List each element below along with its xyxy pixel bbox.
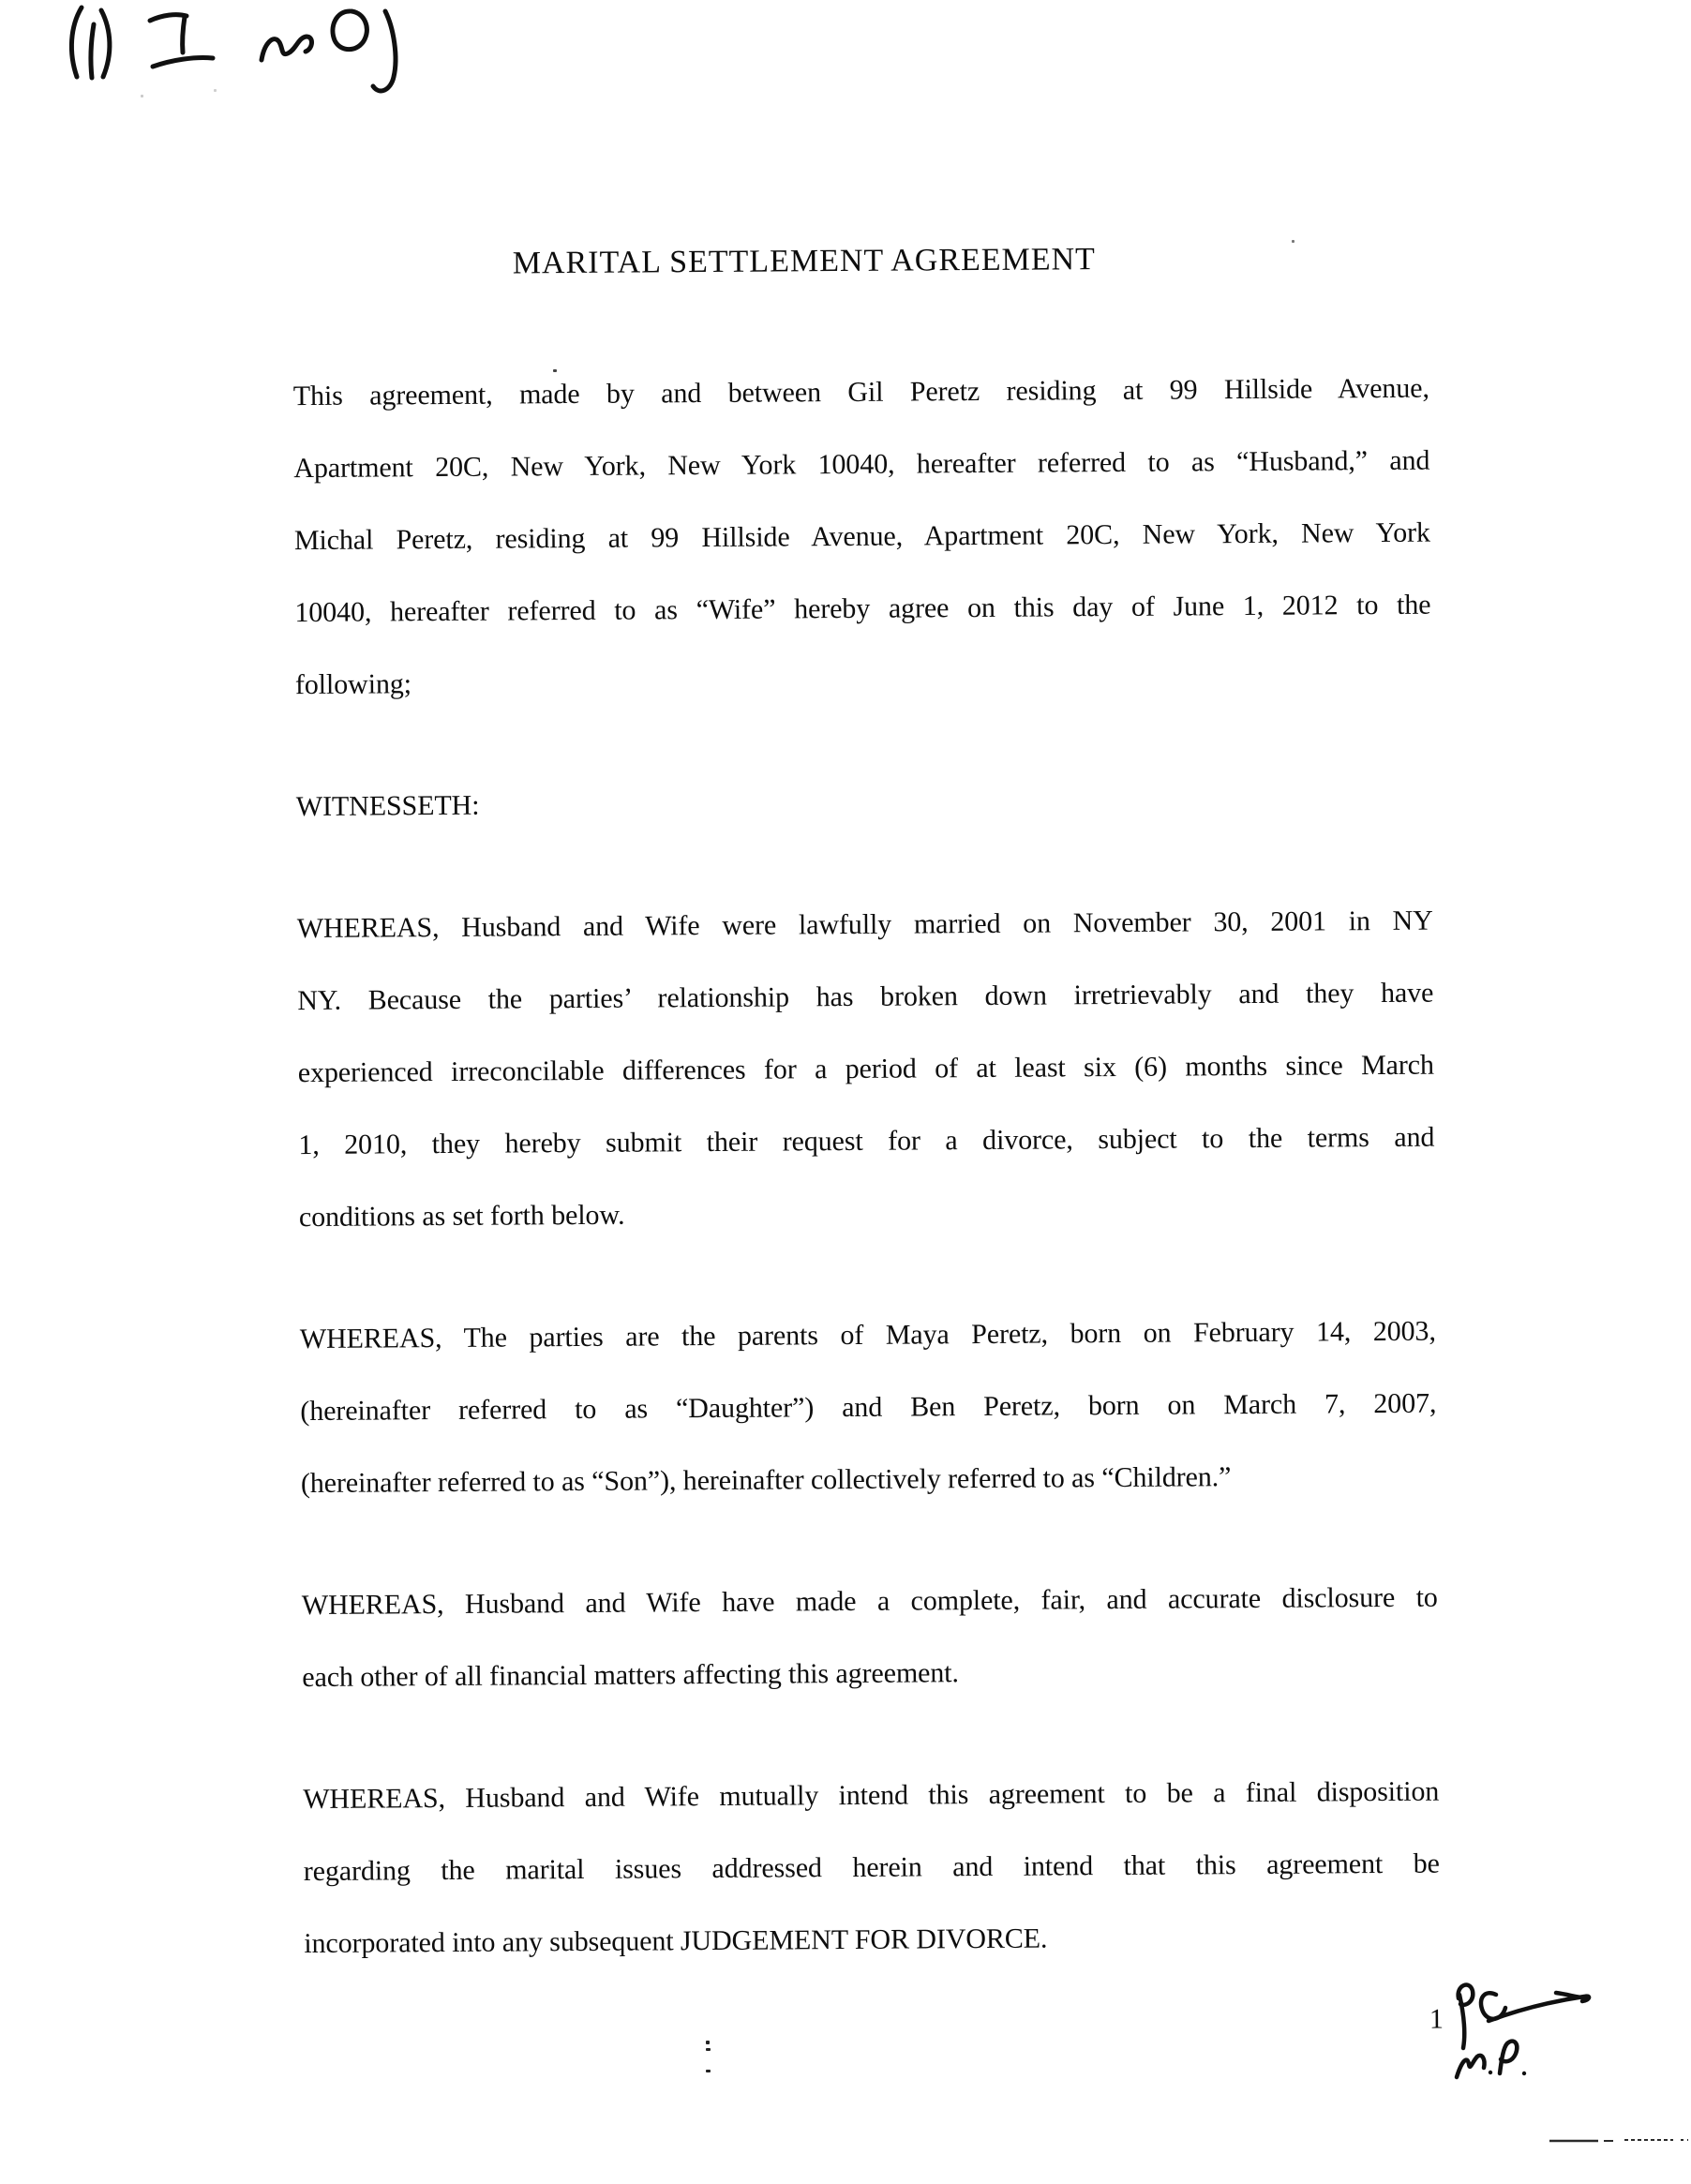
handwritten-initials bbox=[1444, 1967, 1603, 2098]
text-line: Michal Peretz, residing at 99 Hillside Avenue, Apartment 20C, New York, New York bbox=[293, 516, 1430, 557]
text-line: WHEREAS, Husband and Wife have made a complete, fair, and accurate disclosure to bbox=[301, 1581, 1438, 1622]
text-line: This agreement, made by and between Gil Peretz residing at 99 Hillside Avenue, bbox=[292, 372, 1429, 412]
paragraph-intro bbox=[293, 352, 1432, 721]
text-line: incorporated into any subsequent JUDGEMENT FOR DIVORCE. bbox=[304, 1922, 1048, 1960]
text-line: following; bbox=[294, 668, 412, 701]
text-line: WHEREAS, The parties are the parents of Maya Peretz, born on February 14, 2003, bbox=[299, 1315, 1436, 1355]
text-line: each other of all financial matters affecting this agreement. bbox=[302, 1657, 959, 1694]
heading-text: WITNESSETH: bbox=[295, 789, 480, 823]
document-body bbox=[293, 352, 1441, 2029]
paragraph-whereas-disclosure bbox=[302, 1562, 1439, 1713]
text-line: regarding the marital issues addressed herein and intend that this agreement be bbox=[303, 1847, 1440, 1888]
page-number: 1 bbox=[1429, 2003, 1444, 2035]
text-line: WHEREAS, Husband and Wife mutually intend this agreement to be a final disposition bbox=[303, 1775, 1440, 1816]
text-line: experienced irreconcilable differences for a period of at least six (6) months since March bbox=[297, 1049, 1434, 1089]
text-line: (hereinafter referred to as “Daughter”) and Ben Peretz, born on March 7, 2007, bbox=[300, 1387, 1437, 1428]
text-line: 1, 2010, they hereby submit their request for a divorce, subject to the terms and bbox=[298, 1121, 1435, 1161]
document-title: MARITAL SETTLEMENT AGREEMENT bbox=[512, 242, 1096, 281]
text-line: NY. Because the parties’ relationship has broken down irretrievably and they have bbox=[297, 977, 1434, 1017]
text-line: (hereinafter referred to as “Son”), hereinafter collectively referred to as “Children.” bbox=[300, 1461, 1232, 1500]
text-line: 10040, hereafter referred to as “Wife” hereby agree on this day of June 1, 2012 to the bbox=[294, 589, 1431, 629]
witnesseth-heading bbox=[296, 763, 1433, 843]
scan-artifact-line bbox=[1542, 2132, 1691, 2147]
text-line: conditions as set forth below. bbox=[298, 1199, 625, 1234]
text-line: WHEREAS, Husband and Wife were lawfully married on November 30, 2001 in NY bbox=[296, 905, 1433, 945]
paragraph-whereas-final bbox=[303, 1756, 1441, 1980]
text-line: Apartment 20C, New York, New York 10040, hereafter referred to as “Husband,” and bbox=[293, 444, 1430, 485]
paragraph-whereas-marriage bbox=[296, 885, 1435, 1253]
paragraph-whereas-children bbox=[300, 1295, 1438, 1519]
